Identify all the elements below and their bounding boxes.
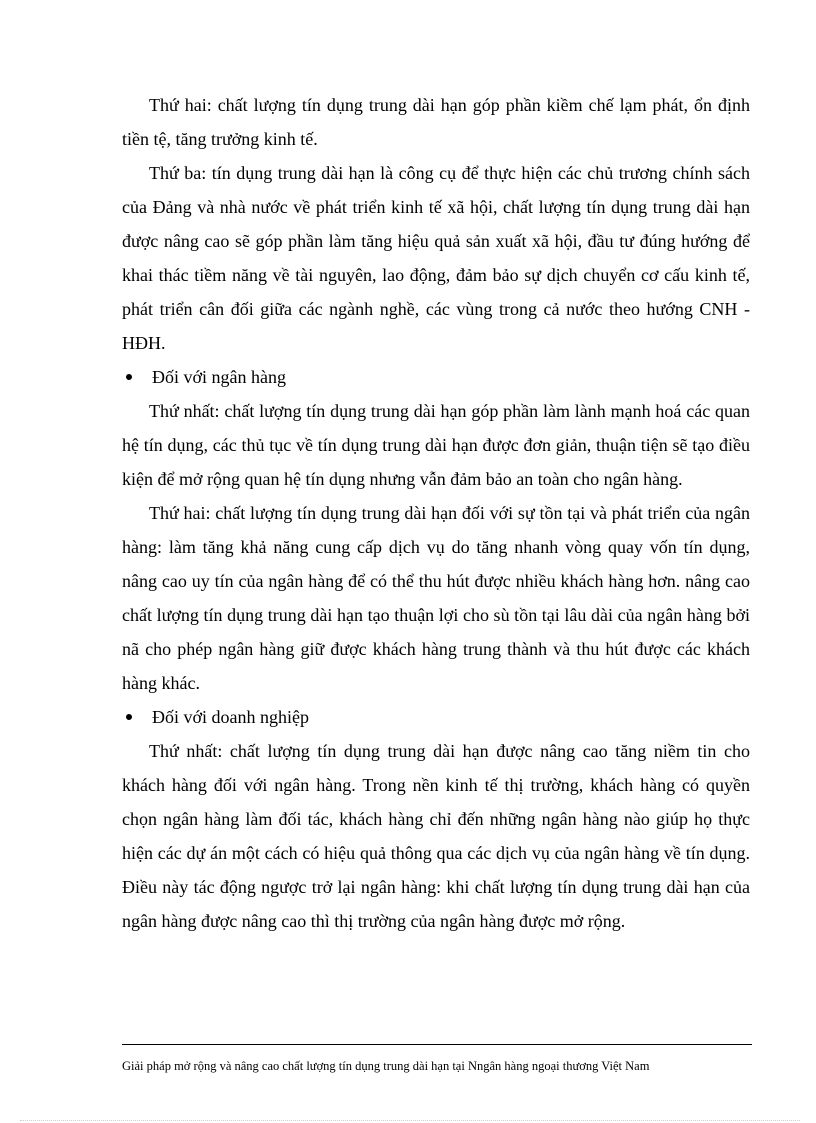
- paragraph: Thứ nhất: chất lượng tín dụng trung dài hạn góp phần làm lành mạnh hoá các quan hệ tín dụng, các thủ tục về tín dụng trung dài hạn được đơn giản, thuận tiện sẽ tạo điều kiện để mở rộng quan hệ tín dụng nhưng vẫn đảm bảo an toàn cho ngân hàng.: [122, 401, 750, 489]
- page-bottom-border: [20, 1120, 800, 1121]
- paragraph: Thứ hai: chất lượng tín dụng trung dài hạn góp phần kiềm chế lạm phát, ổn định tiền tệ, tăng trưởng kinh tế.: [122, 95, 750, 149]
- paragraph: Thứ ba: tín dụng trung dài hạn là công cụ để thực hiện các chủ trương chính sách của Đảng và nhà nước về phát triển kinh tế xã hội, chất lượng tín dụng trung dài hạn được nâng cao sẽ góp phần làm tăng hiệu quả sản xuất xã hội, đầu tư đúng hướng để khai thác tiềm năng về tài nguyên, lao động, đảm bảo sự dịch chuyển cơ cấu kinh tế, phát triển cân đối giữa các ngành nghề, các vùng trong cả nước theo hướng CNH - HĐH.: [122, 163, 750, 353]
- paragraph: Thứ hai: chất lượng tín dụng trung dài hạn đối với sự tồn tại và phát triển của ngân hàng: làm tăng khả năng cung cấp dịch vụ do tăng nhanh vòng quay vốn tín dụng, nâng cao uy tín của ngân hàng để có thể thu hút được nhiều khách hàng hơn. nâng cao chất lượng tín dụng trung dài hạn tạo thuận lợi cho sù tồn tại lâu dài của ngân hàng bởi nã cho phép ngân hàng giữ được khách hàng trung thành và thu hút được các khách hàng khác.: [122, 503, 750, 693]
- document-body: [122, 88, 750, 938]
- footer-divider: [122, 1044, 752, 1045]
- bullet-label: Đối với doanh nghiệp: [152, 707, 309, 727]
- bullet-icon: [126, 714, 132, 720]
- bullet-label: Đối với ngân hàng: [152, 367, 286, 387]
- page-footer: Giải pháp mở rộng và nâng cao chất lượng tín dụng trung dài hạn tại Nngân hàng ngoại thương Việt Nam: [122, 1059, 650, 1073]
- bullet-item-enterprise: [122, 700, 750, 734]
- bullet-item-bank: [122, 360, 750, 394]
- bullet-icon: [126, 374, 132, 380]
- paragraph: Thứ nhất: chất lượng tín dụng trung dài hạn được nâng cao tăng niềm tin cho khách hàng đối với ngân hàng. Trong nền kinh tế thị trường, khách hàng có quyền chọn ngân hàng làm đối tác, khách hàng chỉ đến những ngân hàng nào giúp họ thực hiện các dự án một cách có hiệu quả thông qua các dịch vụ của ngân hàng về tín dụng. Điều này tác động ngược trở lại ngân hàng: khi chất lượng tín dụng trung dài hạn của ngân hàng được nâng cao thì thị trường của ngân hàng được mở rộng.: [122, 741, 750, 931]
